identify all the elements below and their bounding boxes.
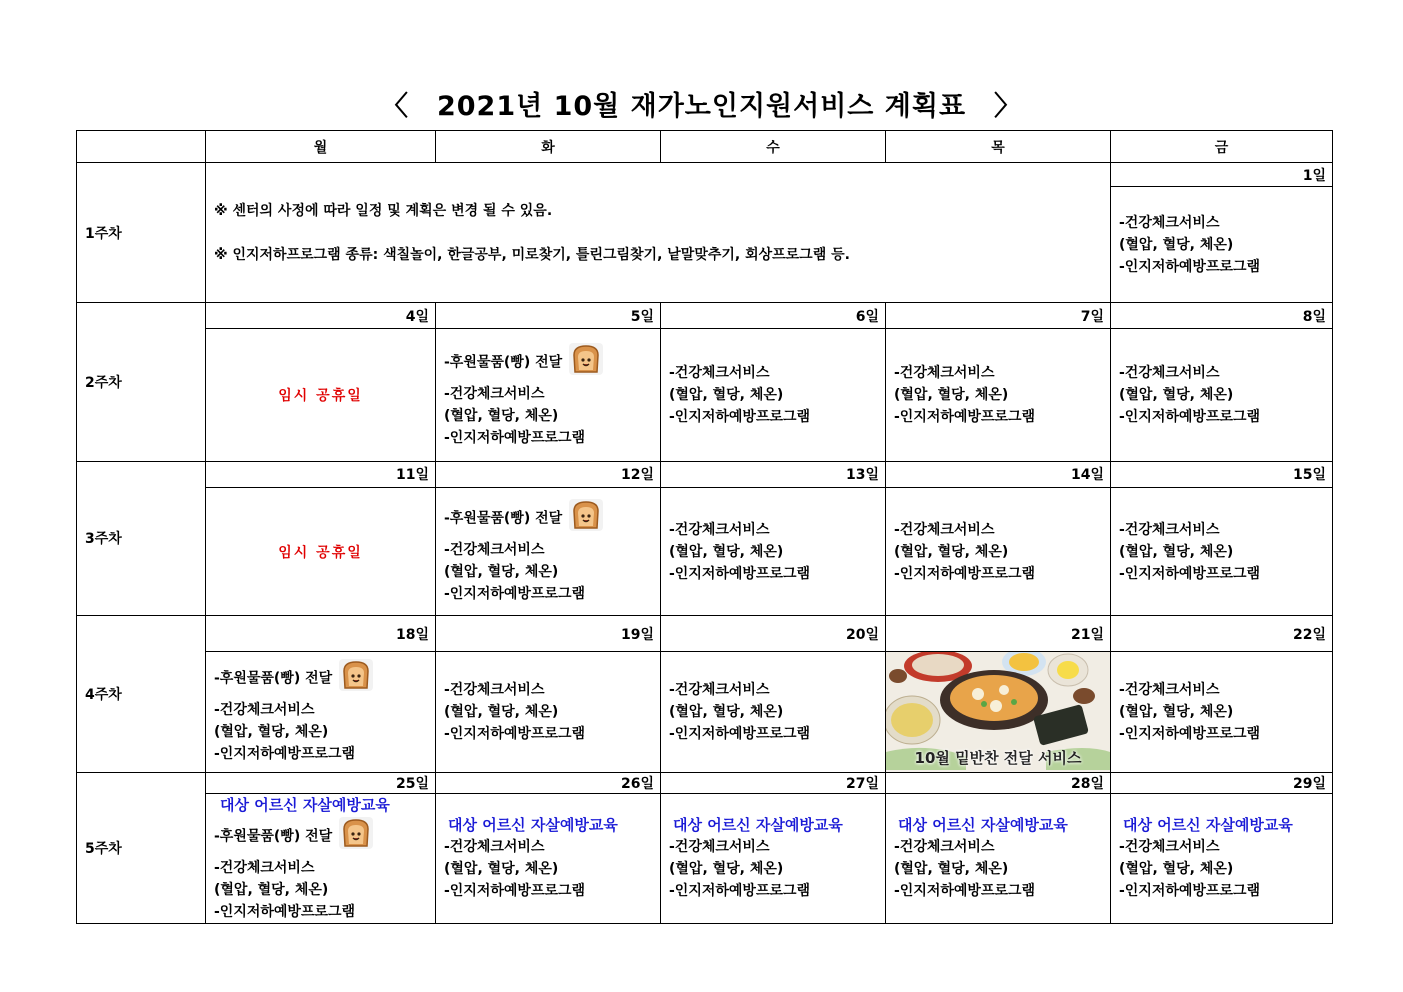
item-health: -건강체크서비스 — [669, 681, 770, 698]
holiday-label: 임시 공휴일 — [278, 544, 363, 561]
date-tue-w2: 5일 — [436, 303, 661, 329]
item-prevent: -인지저하예방프로그램 — [1119, 258, 1261, 275]
corner-cell — [77, 131, 206, 163]
title-close-bracket: 〉 — [994, 91, 1023, 122]
cell-fri-w2 — [1111, 329, 1333, 461]
cell-mon-w5 — [206, 793, 436, 923]
week3-content-row — [77, 487, 1333, 615]
header-fri: 금 — [1111, 131, 1333, 163]
item-prevent: -인지저하예방프로그램 — [214, 903, 356, 920]
cell-tue-w5 — [436, 793, 661, 923]
item-vitals: (혈압, 혈당, 체온) — [1119, 861, 1234, 878]
week1-date-row — [77, 163, 1333, 187]
cell-wed-w5 — [661, 793, 886, 923]
item-vitals: (혈압, 혈당, 체온) — [669, 861, 784, 878]
item-health: -건강체크서비스 — [1119, 521, 1220, 538]
date-wed-w5: 27일 — [661, 772, 886, 793]
item-vitals: (혈압, 혈당, 체온) — [444, 407, 559, 424]
header-tue: 화 — [436, 131, 661, 163]
week2-content-row — [77, 329, 1333, 461]
education-label: 대상 어르신 자살예방교육 — [448, 816, 618, 835]
date-wed-w3: 13일 — [661, 461, 886, 487]
week4-date-row — [77, 616, 1333, 652]
item-vitals: (혈압, 혈당, 체온) — [894, 543, 1009, 560]
cell-tue-w4 — [436, 652, 661, 772]
notice-cell — [206, 163, 1111, 303]
education-label: 대상 어르신 자살예방교육 — [898, 816, 1068, 835]
cell-thu-w5 — [886, 793, 1111, 923]
cell-wed-w4 — [661, 652, 886, 772]
week5-content-row — [77, 793, 1333, 923]
cell-mon-w2 — [206, 329, 436, 461]
cell-thu-w4 — [886, 652, 1111, 772]
title-text: 2021년 10월 재가노인지원서비스 계획표 — [436, 91, 967, 122]
item-vitals: (혈압, 혈당, 체온) — [1119, 543, 1234, 560]
date-thu-w3: 14일 — [886, 461, 1111, 487]
item-vitals: (혈압, 혈당, 체온) — [894, 387, 1009, 404]
schedule-table — [76, 130, 1333, 924]
item-prevent: -인지저하예방프로그램 — [444, 725, 586, 742]
item-health: -건강체크서비스 — [444, 385, 545, 402]
date-thu-w2: 7일 — [886, 303, 1111, 329]
item-prevent: -인지저하예방프로그램 — [1119, 565, 1261, 582]
week-label-4: 4주차 — [77, 616, 206, 772]
item-health: -건강체크서비스 — [214, 702, 315, 719]
item-prevent: -인지저하예방프로그램 — [894, 409, 1036, 426]
item-prevent: -인지저하예방프로그램 — [1119, 725, 1261, 742]
item-donation: -후원물품(빵) 전달 — [214, 828, 333, 845]
week-label-3: 3주차 — [77, 461, 206, 615]
item-health: -건강체크서비스 — [444, 839, 545, 856]
item-vitals: (혈압, 혈당, 체온) — [669, 703, 784, 720]
cell-mon-w3 — [206, 487, 436, 615]
item-vitals: (혈압, 혈당, 체온) — [1119, 703, 1234, 720]
item-health: -건강체크서비스 — [1119, 214, 1220, 231]
date-fri-w2: 8일 — [1111, 303, 1333, 329]
item-vitals: (혈압, 혈당, 체온) — [444, 564, 559, 581]
week-label-1: 1주차 — [77, 163, 206, 303]
item-health: -건강체크서비스 — [894, 365, 995, 382]
date-fri-w4: 22일 — [1111, 616, 1333, 652]
cell-thu-w2 — [886, 329, 1111, 461]
item-prevent: -인지저하예방프로그램 — [444, 883, 586, 900]
item-health: -건강체크서비스 — [1119, 839, 1220, 856]
item-vitals: (혈압, 혈당, 체온) — [214, 881, 329, 898]
date-fri-w5: 29일 — [1111, 772, 1333, 793]
date-wed-w4: 20일 — [661, 616, 886, 652]
week3-date-row — [77, 461, 1333, 487]
holiday-label: 임시 공휴일 — [278, 388, 363, 405]
header-wed: 수 — [661, 131, 886, 163]
item-prevent: -인지저하예방프로그램 — [444, 429, 586, 446]
title-open-bracket: 〈 — [380, 91, 409, 122]
cell-mon-w4 — [206, 652, 436, 772]
item-vitals: (혈압, 혈당, 체온) — [669, 387, 784, 404]
item-vitals: (혈압, 혈당, 체온) — [894, 861, 1009, 878]
date-fri-w3: 15일 — [1111, 461, 1333, 487]
side-dish-food-image — [886, 652, 1110, 771]
date-tue-w4: 19일 — [436, 616, 661, 652]
page-title — [0, 84, 1403, 123]
education-label: 대상 어르신 자살예방교육 — [220, 795, 390, 814]
item-vitals: (혈압, 혈당, 체온) — [669, 543, 784, 560]
date-fri-w1: 1일 — [1111, 163, 1333, 187]
item-health: -건강체크서비스 — [444, 681, 545, 698]
item-donation: -후원물품(빵) 전달 — [444, 354, 563, 371]
cell-fri-w5 — [1111, 793, 1333, 923]
date-wed-w2: 6일 — [661, 303, 886, 329]
item-prevent: -인지저하예방프로그램 — [894, 565, 1036, 582]
date-mon-w5: 25일 — [206, 772, 436, 793]
item-health: -건강체크서비스 — [669, 365, 770, 382]
item-health: -건강체크서비스 — [1119, 365, 1220, 382]
weekday-header-row — [77, 131, 1333, 163]
item-prevent: -인지저하예방프로그램 — [669, 883, 811, 900]
cell-thu-w3 — [886, 487, 1111, 615]
bread-toast-icon — [568, 342, 604, 383]
header-mon: 월 — [206, 131, 436, 163]
week-label-2: 2주차 — [77, 303, 206, 461]
item-health: -건강체크서비스 — [214, 859, 315, 876]
side-dish-caption: 10월 밑반찬 전달 서비스 — [914, 748, 1082, 767]
week-label-5: 5주차 — [77, 772, 206, 923]
cell-wed-w2 — [661, 329, 886, 461]
item-donation: -후원물품(빵) 전달 — [444, 510, 563, 527]
cell-fri-w4 — [1111, 652, 1333, 772]
date-tue-w3: 12일 — [436, 461, 661, 487]
cell-fri-w1 — [1111, 187, 1333, 303]
item-vitals: (혈압, 혈당, 체온) — [1119, 236, 1234, 253]
item-health: -건강체크서비스 — [669, 521, 770, 538]
item-prevent: -인지저하예방프로그램 — [669, 725, 811, 742]
item-vitals: (혈압, 혈당, 체온) — [214, 724, 329, 741]
date-thu-w4: 21일 — [886, 616, 1111, 652]
item-prevent: -인지저하예방프로그램 — [894, 883, 1036, 900]
item-prevent: -인지저하예방프로그램 — [669, 409, 811, 426]
item-prevent: -인지저하예방프로그램 — [1119, 409, 1261, 426]
item-vitals: (혈압, 혈당, 체온) — [444, 861, 559, 878]
item-health: -건강체크서비스 — [444, 542, 545, 559]
item-health: -건강체크서비스 — [1119, 681, 1220, 698]
cell-tue-w2 — [436, 329, 661, 461]
date-mon-w2: 4일 — [206, 303, 436, 329]
cell-wed-w3 — [661, 487, 886, 615]
date-mon-w4: 18일 — [206, 616, 436, 652]
notice-line-1: ※ 센터의 사정에 따라 일정 및 계획은 변경 될 수 있음. — [214, 202, 553, 219]
date-thu-w5: 28일 — [886, 772, 1111, 793]
week2-date-row — [77, 303, 1333, 329]
date-tue-w5: 26일 — [436, 772, 661, 793]
header-thu: 목 — [886, 131, 1111, 163]
education-label: 대상 어르신 자살예방교육 — [673, 816, 843, 835]
item-health: -건강체크서비스 — [669, 839, 770, 856]
bread-toast-icon — [568, 498, 604, 539]
cell-tue-w3 — [436, 487, 661, 615]
bread-toast-icon — [338, 816, 374, 857]
bread-toast-icon — [338, 658, 374, 699]
date-mon-w3: 11일 — [206, 461, 436, 487]
item-prevent: -인지저하예방프로그램 — [669, 565, 811, 582]
cell-fri-w3 — [1111, 487, 1333, 615]
item-prevent: -인지저하예방프로그램 — [444, 586, 586, 603]
education-label: 대상 어르신 자살예방교육 — [1123, 816, 1293, 835]
item-health: -건강체크서비스 — [894, 521, 995, 538]
notice-line-2: ※ 인지저하프로그램 종류: 색칠놀이, 한글공부, 미로찾기, 틀린그림찾기, 낱말맞추기, 회상프로그램 등. — [214, 246, 850, 263]
item-health: -건강체크서비스 — [894, 839, 995, 856]
item-vitals: (혈압, 혈당, 체온) — [444, 703, 559, 720]
week4-content-row — [77, 652, 1333, 772]
item-donation: -후원물품(빵) 전달 — [214, 670, 333, 687]
item-prevent: -인지저하예방프로그램 — [214, 746, 356, 763]
item-prevent: -인지저하예방프로그램 — [1119, 883, 1261, 900]
item-vitals: (혈압, 혈당, 체온) — [1119, 387, 1234, 404]
week5-date-row — [77, 772, 1333, 793]
